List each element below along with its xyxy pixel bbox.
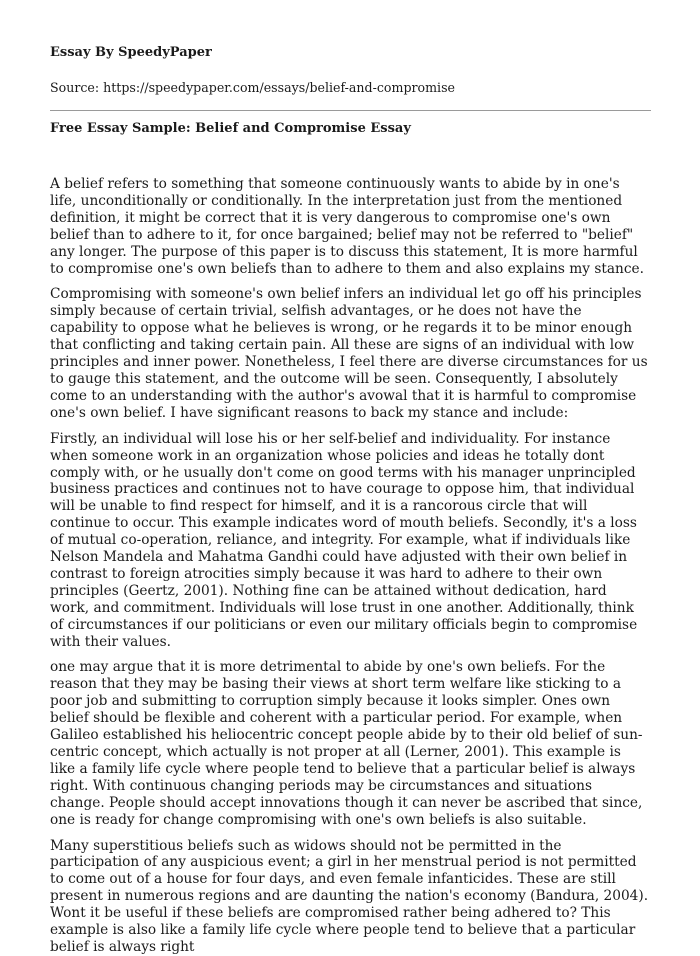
source-line: Source: https://speedypaper.com/essays/belief-and-compromise	[50, 80, 455, 95]
essay-title: Free Essay Sample: Belief and Compromise Essay	[50, 121, 411, 136]
essay-paragraph: Firstly, an individual will lose his or her self-belief and individuality. For instance when someone work in an organization whose policies and ideas he totally dont comply with, or he usually don't come on good terms with his manager unprincipled business practices and continues not to have courage to oppose him, that individual will be unable to find respect for himself, and it is a rancorous circle that will continue to occur. This example indicates word of mouth beliefs. Secondly, it's a loss of mutual co-operation, reliance, and integrity. For example, what if individuals like Nelson Mandela and Mahatma Gandhi could have adjusted with their own belief in contrast to foreign atrocities simply because it was hard to adhere to their own principles (Geertz, 2001). Nothing fine can be attained without dedication, hard work, and commitment. Individuals will lose trust in one another. Additionally, think of circumstances if our politicians or even our military officials begin to compromise with their values.	[50, 430, 638, 650]
header-divider	[50, 110, 651, 111]
essay-paragraph: one may argue that it is more detrimental to abide by one's own beliefs. For the reason that they may be basing their views at short term welfare like sticking to a poor job and submitting to corruption simply because it looks simpler. Ones own belief should be flexible and coherent with a particular period. For example, when Galileo established his heliocentric concept people abide by to their old belief of sun-centric concept, which actually is not proper at all (Lerner, 2001). This example is like a family life cycle where people tend to believe that a particular belief is always right. With continuous changing periods may be circumstances and situations change. People should accept innovations though it can never be ascribed that since, one is ready for change compromising with one's own beliefs is also suitable.	[50, 659, 643, 828]
site-title: Essay By SpeedyPaper	[50, 45, 212, 60]
essay-body	[50, 176, 650, 956]
essay-paragraph: Compromising with someone's own belief infers an individual let go off his principles simply because of certain trivial, selfish advantages, or he does not have the capability to oppose what he believes is wrong, or he regards it to be minor enough that conflicting and taking certain pain. All these are signs of an individual with low principles and inner power. Nonetheless, I feel there are diverse circumstances for us to gauge this statement, and the outcome will be seen. Consequently, I absolutely come to an understanding with the author's avowal that it is harmful to compromise one's own belief. I have significant reasons to back my stance and include:	[50, 286, 648, 421]
essay-paragraph: Many superstitious beliefs such as widows should not be permitted in the participation of any auspicious event; a girl in her menstrual period is not permitted to come out of a house for four days, and even female infanticides. These are still present in numerous regions and are daunting the nation's economy (Bandura, 2004). Wont it be useful if these beliefs are compromised rather being adhered to? This example is also like a family life cycle where people tend to believe that a particular belief is always right	[50, 837, 649, 955]
essay-paragraph: A belief refers to something that someone continuously wants to abide by in one's life, unconditionally or conditionally. In the interpretation just from the mentioned definition, it might be correct that it is very dangerous to compromise one's own belief than to adhere to it, for once bargained; belief may not be referred to "belief" any longer. The purpose of this paper is to discuss this statement, It is more harmful to compromise one's own beliefs than to adhere to them and also explains my stance.	[50, 176, 644, 277]
